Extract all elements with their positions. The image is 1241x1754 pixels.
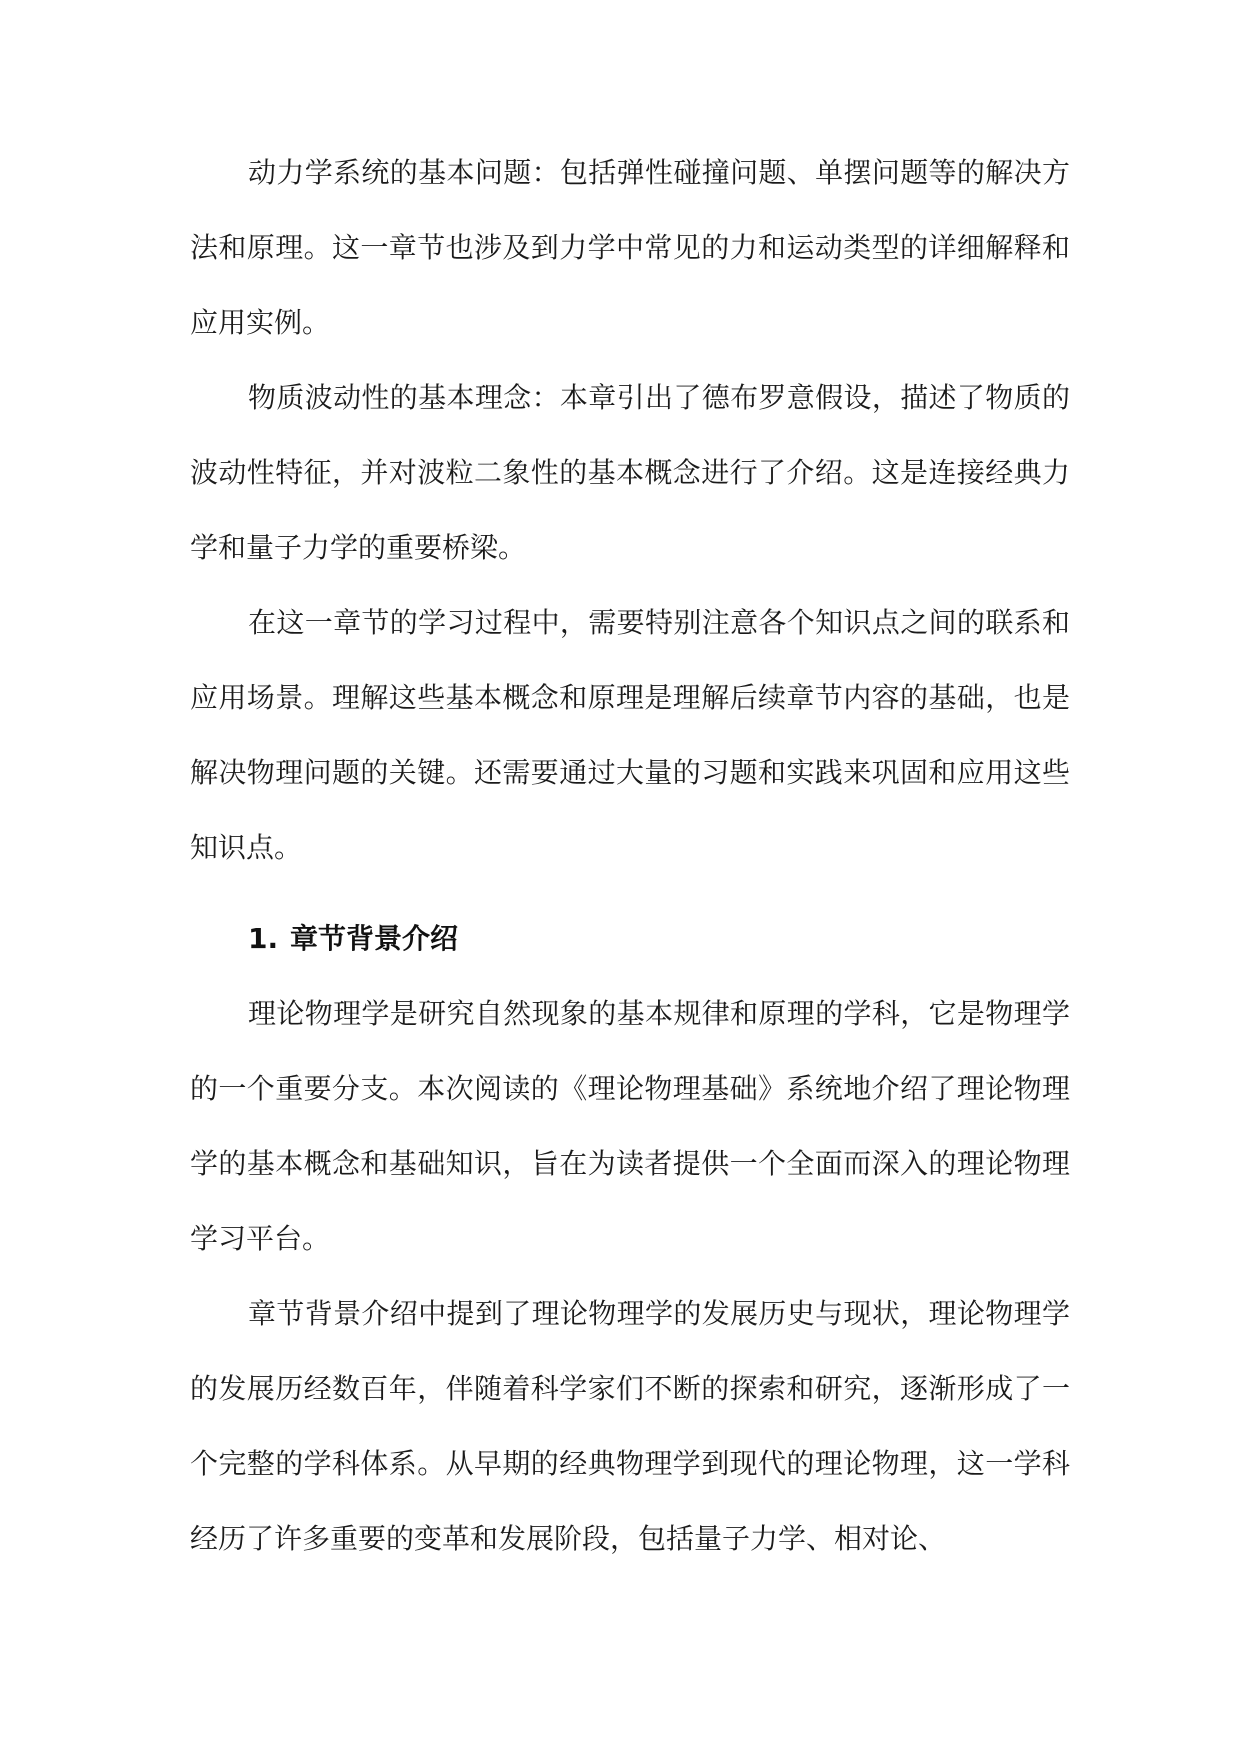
section-title: 章节背景介绍 [290, 922, 459, 955]
document-page [190, 135, 1070, 1576]
paragraph-study-notes: 在这一章节的学习过程中，需要特别注意各个知识点之间的联系和应用场景。理解这些基本概念和原理是理解后续章节内容的基础，也是解决物理问题的关键。还需要通过大量的习题和实践来巩固和应用这些知识点。 [190, 606, 1070, 864]
paragraph-dynamics-problems: 动力学系统的基本问题：包括弹性碰撞问题、单摆问题等的解决方法和原理。这一章节也涉及到力学中常见的力和运动类型的详细解释和应用实例。 [190, 156, 1070, 339]
section-number: 1. [248, 922, 279, 955]
section-heading [190, 901, 1070, 976]
paragraph-theoretical-physics-intro: 理论物理学是研究自然现象的基本规律和原理的学科，它是物理学的一个重要分支。本次阅读的《理论物理基础》系统地介绍了理论物理学的基本概念和基础知识，旨在为读者提供一个全面而深入的理论物理学习平台。 [190, 997, 1070, 1255]
paragraph-history-background: 章节背景介绍中提到了理论物理学的发展历史与现状，理论物理学的发展历经数百年，伴随着科学家们不断的探索和研究，逐渐形成了一个完整的学科体系。从早期的经典物理学到现代的理论物理，这一学科经历了许多重要的变革和发展阶段，包括量子力学、相对论、 [190, 1297, 1070, 1555]
paragraph-matter-waves: 物质波动性的基本理念：本章引出了德布罗意假设，描述了物质的波动性特征，并对波粒二象性的基本概念进行了介绍。这是连接经典力学和量子力学的重要桥梁。 [190, 381, 1070, 564]
